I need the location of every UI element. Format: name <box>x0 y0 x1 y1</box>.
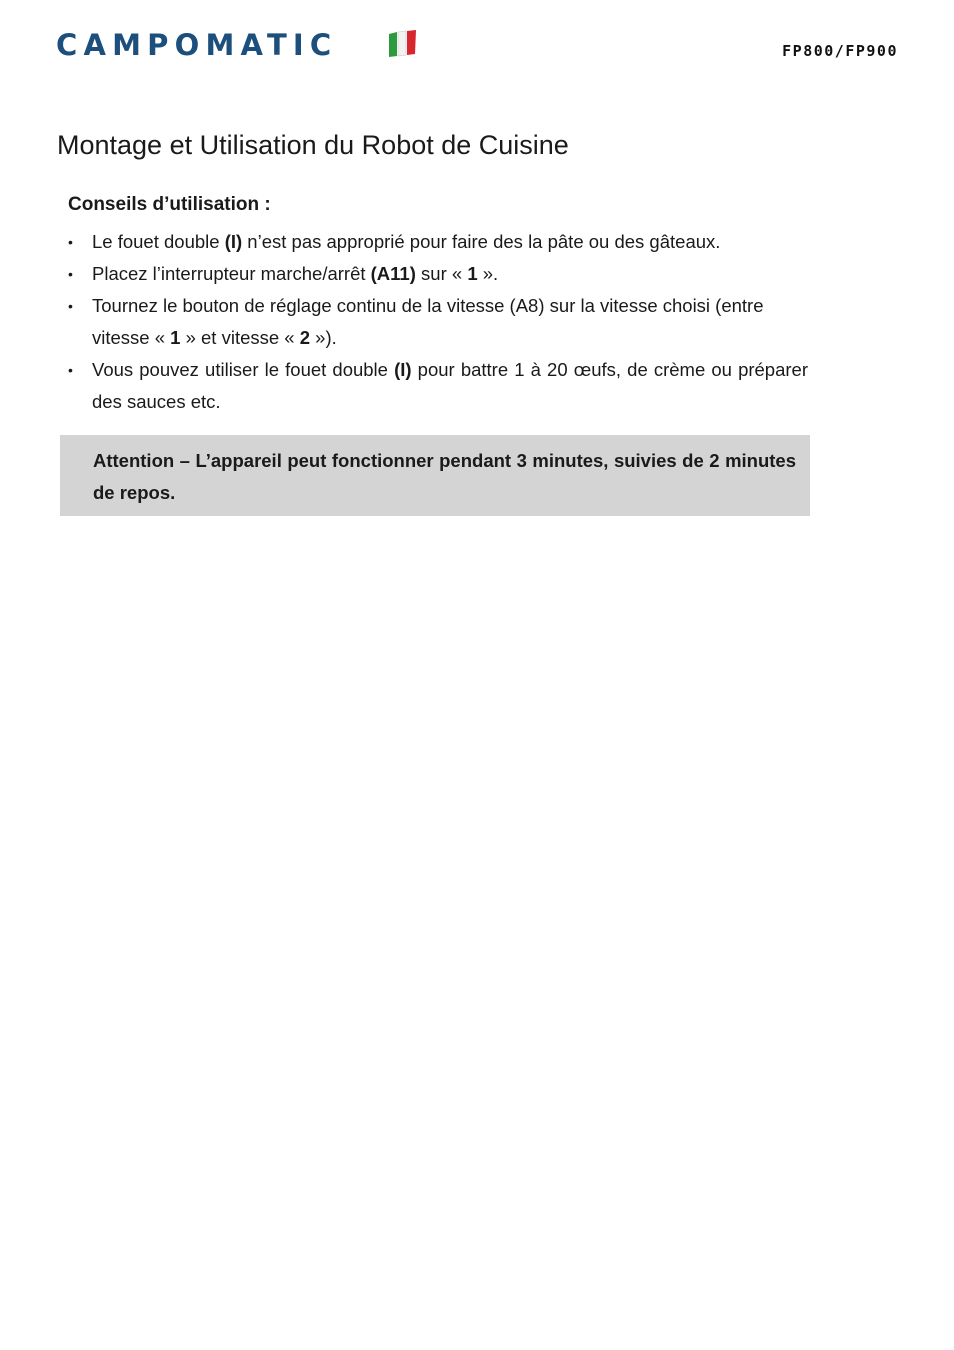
list-item: • Vous pouvez utiliser le fouet double (I) pour battre 1 à 20 œufs, de crème ou préparer des sauces etc. <box>68 354 808 418</box>
bullet: • <box>68 266 73 282</box>
bullet: • <box>68 362 73 378</box>
section-heading: Conseils d’utilisation : <box>68 194 271 215</box>
bullet: • <box>68 298 73 314</box>
usage-tips-section <box>68 192 808 418</box>
page-header <box>56 28 898 62</box>
attention-box <box>60 435 810 516</box>
italian-flag-icon <box>386 30 418 58</box>
list-item: • Le fouet double (I) n’est pas approprié pour faire des la pâte ou des gâteaux. <box>68 226 808 258</box>
brand-logo <box>56 28 420 62</box>
page-title: Montage et Utilisation du Robot de Cuisine <box>57 130 569 160</box>
list-item: • Tournez le bouton de réglage continu de la vitesse (A8) sur la vitesse choisi (entre vitesse « 1 » et vitesse « 2 »). <box>68 290 808 354</box>
model-number: FP800/FP900 <box>782 42 898 60</box>
tips-list <box>68 226 808 418</box>
brand-name: CAMPOMATIC <box>56 28 338 62</box>
attention-text: Attention – L’appareil peut fonctionner pendant 3 minutes, suivies de 2 minutes de repos. <box>93 450 796 503</box>
bullet: • <box>68 234 73 250</box>
list-item: • Placez l’interrupteur marche/arrêt (A11) sur « 1 ». <box>68 258 808 290</box>
